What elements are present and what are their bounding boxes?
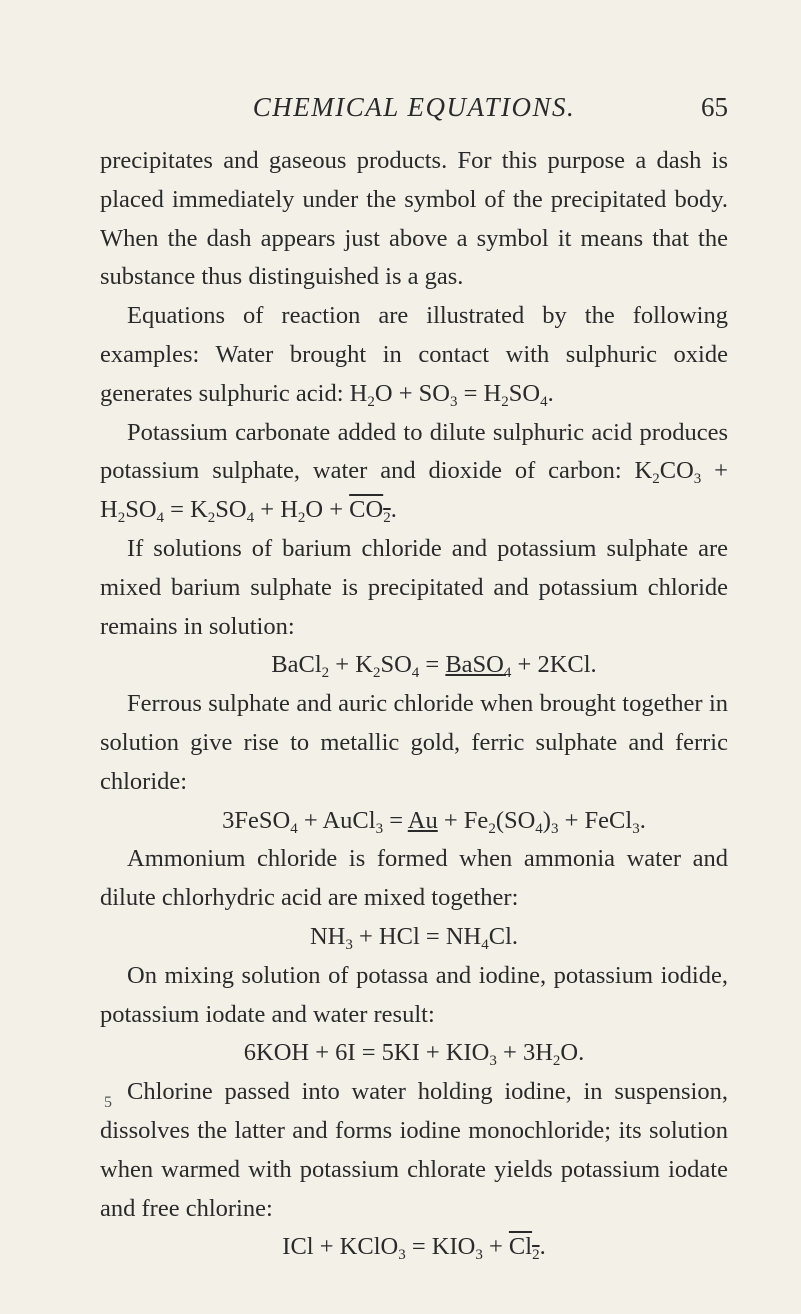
signature-mark: 5: [104, 1094, 112, 1111]
paragraph-4: If solutions of barium chloride and potassium sulphate are mixed barium sulphate is precipitated and potassium chloride remains in solution:: [100, 534, 728, 640]
running-head-title: CHEMICAL EQUATIONS.: [252, 92, 576, 122]
paragraph-1: precipitates and gaseous products. For this purpose a dash is placed immediately under the symbol of the precipitated body. When the dash appears just above a symbol it means that the substance thus distinguished is a gas.: [100, 147, 728, 291]
paragraph-6: Ammonium chloride is formed when ammonia water and dilute chlorhydric acid are mixed together:: [100, 845, 728, 912]
equation-potassa-iodine: $6KOH + 6I = 5KI + KIO_3 + 3H_2O$.: [243, 1039, 585, 1070]
running-head: [100, 92, 728, 132]
equation-barium-chloride: BaCl$_2$ + $K_2SO_4$ = BaSO$_4$ + 2KCl.: [271, 651, 597, 682]
paragraph-2: [100, 297, 728, 413]
paragraph-2-text: Equations of reaction are illustrated by the following examples: Water brought in contact with sulphuric oxide generates sulphuric acid:: [100, 302, 728, 407]
equation-iodine-monochloride: ICl + KClO$_3$ = $KIO_3 + Cl_2$.: [282, 1233, 546, 1264]
equation-ammonium-chloride: $NH_3$ + HCl = $NH_4Cl$.: [309, 922, 519, 953]
body-text: [100, 142, 728, 1267]
paragraph-3: [100, 414, 728, 530]
paragraph-5: Ferrous sulphate and auric chloride when brought together in solution give rise to metallic gold, ferric sulphate and ferric chloride:: [100, 690, 728, 795]
paragraph-7: On mixing solution of potassa and iodine, potassium iodide, potassium iodate and water result:: [100, 961, 728, 1028]
paragraph-3-text: Potassium carbonate added to dilute sulphuric acid produces potassium sulphate, water and dioxide of carbon:: [100, 418, 728, 485]
equation-potassium-carbonate: $K_2CO_3 + H_2SO_4 = K_2SO_4 + H_2O + CO_2$.: [100, 457, 728, 527]
paragraph-8: Chlorine passed into water holding iodine, in suspension, dissolves the latter and forms iodine monochloride; its solution when warmed with potassium chlorate yields potassium iodate and free chlorine:: [100, 1078, 728, 1222]
page-number: 65: [701, 92, 728, 122]
equation-ferrous-sulphate: 3FeSO$_4$ + AuCl$_3$ = $Au + Fe_2(SO_4)_3$ + FeCl$_3$.: [222, 806, 646, 837]
equation-sulphuric-acid: $H_2O + SO_3 = H_2SO_4$.: [349, 379, 554, 410]
